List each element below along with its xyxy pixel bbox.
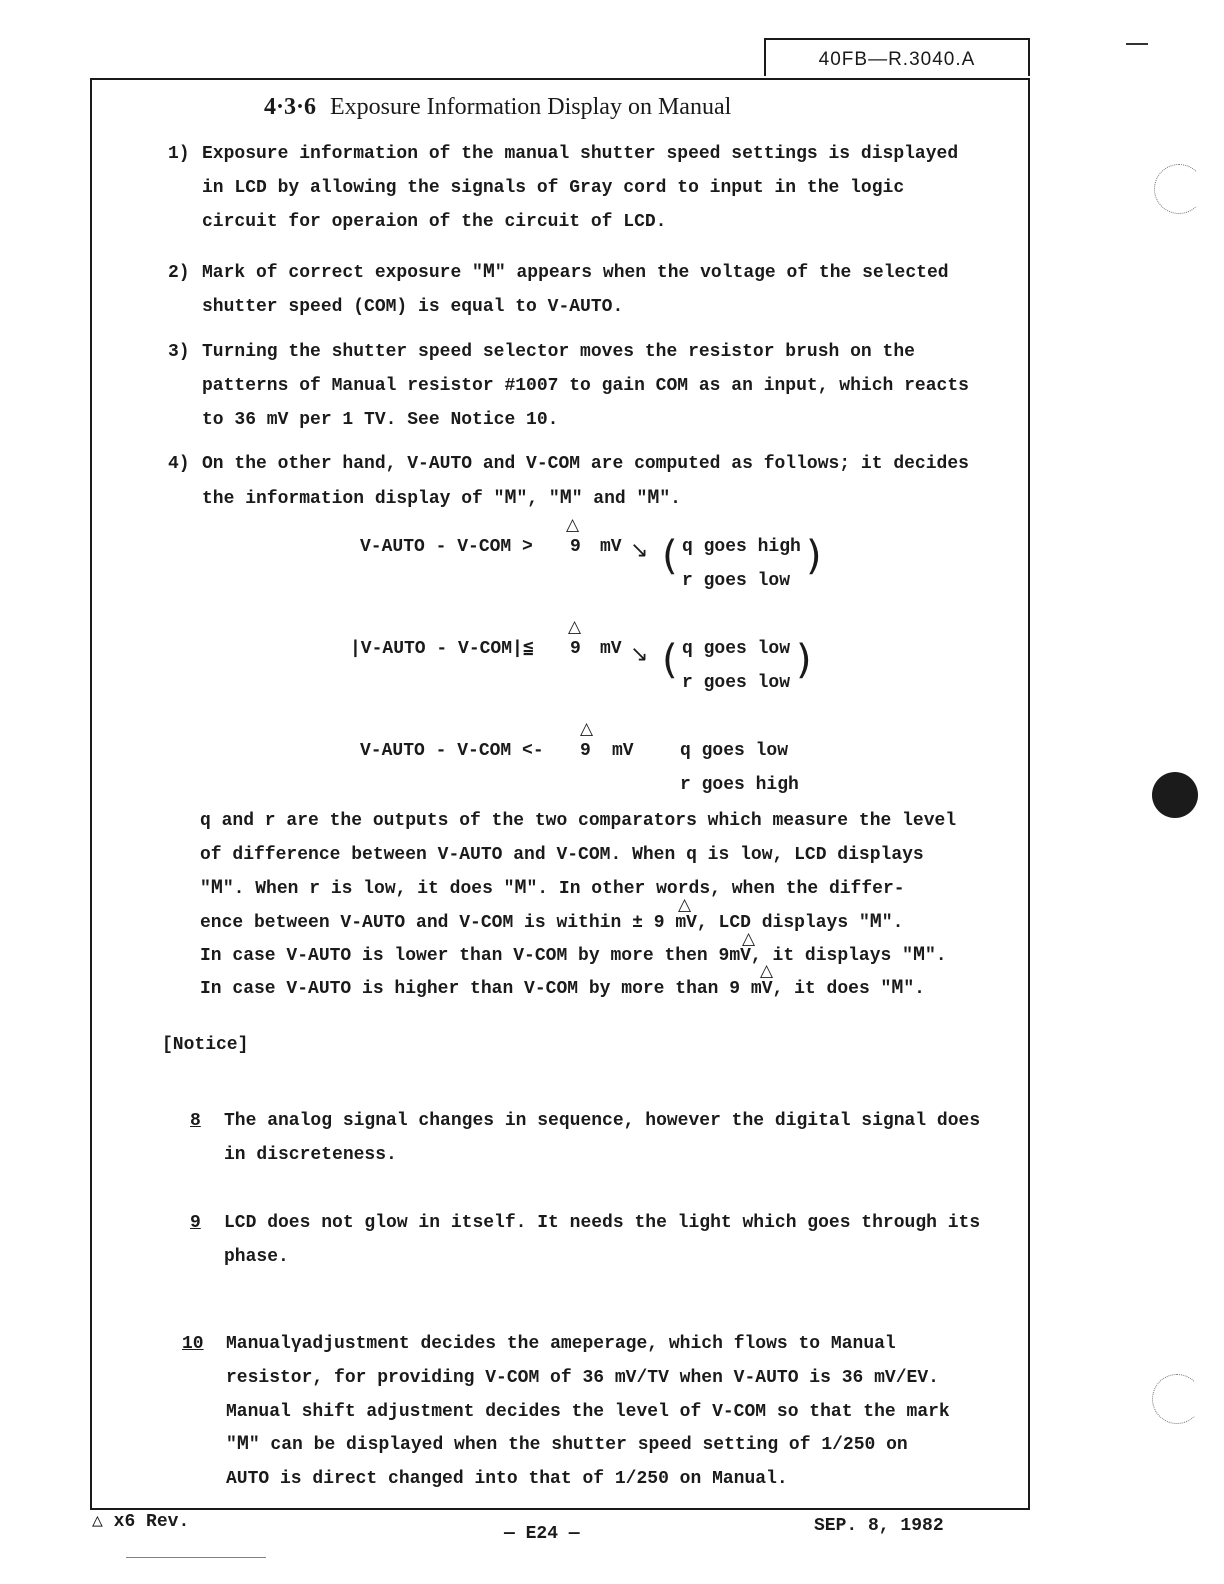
explanation-line-3 — [200, 878, 905, 900]
gamma-symbol: γ — [290, 1334, 302, 1354]
notice-8-line-1: The analog signal changes in sequence, however the digital signal does — [224, 1111, 981, 1131]
notice-10-line-2: resistor, for providing V-COM of 36 mV/TV when V-AUTO is 36 mV/EV. — [226, 1368, 939, 1388]
ink-blot — [1152, 772, 1198, 818]
item-4-text-b: ", " — [516, 489, 560, 509]
revision-triangle-icon: △ — [760, 961, 774, 981]
text: ence between V-AUTO and V-COM is within ± — [200, 913, 643, 933]
text: " — [226, 1435, 237, 1455]
item-4-line-2 — [202, 488, 681, 510]
item-4-line-1: On the other hand, V-AUTO and V-COM are computed as follows; it decides — [202, 454, 969, 474]
notice-8-line-2: in discreteness. — [224, 1145, 397, 1165]
notice-9-line-2: phase. — [224, 1247, 289, 1267]
condition-2-expression: |V-AUTO - V-COM|≦ — [350, 639, 534, 659]
item-3-line-1: Turning the shutter speed selector moves the resistor brush on the — [202, 342, 915, 362]
notice-8-number: 8 — [190, 1111, 201, 1131]
condition-3-unit: mV — [612, 741, 634, 761]
overexposure-mark-icon: M — [514, 877, 527, 900]
condition-3-expression: V-AUTO - V-COM <- — [360, 741, 544, 761]
condition-3-q: q goes low — [680, 741, 789, 761]
section-number: 4·3·6 — [264, 94, 317, 120]
text: ". When r is low, it does " — [222, 879, 515, 899]
notice-10-line-5: AUTO is direct changed into that of 1/250 on Manual. — [226, 1469, 788, 1489]
document-reference-box: 40FB—R.3040.A — [764, 38, 1030, 76]
condition-2-r: r goes low — [682, 673, 791, 693]
notice-10-line-1 — [226, 1333, 896, 1355]
text: mV, it does " — [750, 979, 892, 999]
explanation-line-4 — [200, 912, 903, 934]
revision-triangle-icon: △ — [742, 929, 756, 949]
value: 9 — [653, 913, 665, 933]
page-frame — [90, 78, 1030, 1510]
explanation-line-1: q and r are the outputs of the two comparators which measure the level — [200, 811, 957, 831]
text: mV, it displays " — [729, 946, 913, 966]
correct-exposure-mark-icon: M — [559, 487, 572, 510]
page-number: — E24 — — [504, 1524, 580, 1544]
revision-note — [92, 1510, 189, 1532]
item-2-text-b: " appears when the voltage of the selected — [494, 263, 949, 283]
section-title — [264, 94, 731, 121]
condition-2-q: q goes low — [682, 639, 791, 659]
condition-1-q: q goes high — [682, 537, 801, 557]
item-1-line-3: circuit for operaion of the circuit of LCD. — [202, 212, 667, 232]
notice-9-line-1: LCD does not glow in itself. It needs the light which goes through its — [224, 1213, 981, 1233]
text: In case V-AUTO is higher than V-COM by more than — [200, 979, 719, 999]
text: Manual — [226, 1334, 291, 1354]
item-4-text-d: ". — [659, 489, 681, 509]
document-date: SEP. 8, 1982 — [814, 1516, 944, 1536]
text: mV, LCD displays " — [675, 913, 870, 933]
close-paren: ) — [806, 533, 822, 579]
item-4-text-a: the information display of " — [202, 489, 505, 509]
open-paren: ( — [662, 533, 678, 579]
text: " — [200, 879, 211, 899]
overexposure-mark-icon: M — [647, 487, 660, 510]
item-2-line-2: shutter speed (COM) is equal to V-AUTO. — [202, 297, 624, 317]
margin-mark — [1126, 43, 1148, 45]
revision-triangle-icon: △ — [580, 719, 594, 739]
underexposure-mark-icon: M — [912, 944, 925, 967]
text: ". — [903, 979, 925, 999]
condition-1-unit: mV — [600, 537, 622, 557]
scan-line — [126, 1557, 266, 1558]
notice-10-number: 10 — [182, 1334, 204, 1354]
correct-exposure-mark-icon: M — [869, 911, 882, 934]
item-4-text-c: " and " — [571, 489, 648, 509]
explanation-line-6 — [200, 978, 925, 1000]
value: 9 — [729, 979, 741, 999]
condition-1-r: r goes low — [682, 571, 791, 591]
item-3-number: 3) — [168, 342, 190, 362]
explanation-line-2: of difference between V-AUTO and V-COM. When q is low, LCD displays — [200, 845, 924, 865]
condition-3-value: 9 — [580, 741, 591, 761]
revision-triangle-icon: △ — [92, 1512, 103, 1532]
value: 9 — [718, 946, 730, 966]
correct-exposure-mark-icon: M — [482, 261, 495, 284]
text: ". — [881, 913, 904, 933]
underexposure-mark-icon: M — [210, 877, 223, 900]
section-title-text: Exposure Information Display on Manual — [330, 94, 732, 120]
item-1-line-1: Exposure information of the manual shutter speed settings is displayed — [202, 144, 959, 164]
punch-hole — [1154, 164, 1204, 214]
arrow-icon: ↘ — [630, 538, 649, 563]
notice-10-line-4 — [226, 1434, 908, 1456]
text: ". In other words, when the differ- — [526, 879, 905, 899]
close-paren: ) — [796, 637, 812, 683]
text: " can be displayed when the shutter speed setting of 1/250 on — [248, 1435, 908, 1455]
condition-1-expression: V-AUTO - V-COM > — [360, 537, 533, 557]
item-3-line-2: patterns of Manual resistor #1007 to gain COM as an input, which reacts — [202, 376, 969, 396]
condition-3-r: r goes high — [680, 775, 799, 795]
underexposure-mark-icon: M — [504, 487, 517, 510]
punch-hole — [1152, 1374, 1202, 1424]
item-2-number: 2) — [168, 263, 190, 283]
notice-10-line-3: Manual shift adjustment decides the level of V-COM so that the mark — [226, 1402, 950, 1422]
condition-1-value: 9 — [570, 537, 581, 557]
item-1-line-2: in LCD by allowing the signals of Gray cord to input in the logic — [202, 178, 905, 198]
arrow-icon: ↘ — [630, 642, 649, 667]
item-4-number: 4) — [168, 454, 190, 474]
overexposure-mark-icon: M — [891, 977, 904, 1000]
text: ". — [924, 946, 947, 966]
correct-exposure-mark-icon: M — [236, 1433, 249, 1456]
notice-9-number: 9 — [190, 1213, 201, 1233]
revision-triangle-icon: △ — [568, 617, 582, 637]
text: In case V-AUTO is lower than V-COM by more then — [200, 946, 708, 966]
notice-heading: [Notice] — [162, 1035, 249, 1055]
revision-triangle-icon: △ — [566, 515, 580, 535]
explanation-line-5 — [200, 945, 947, 967]
revision-triangle-icon: △ — [678, 895, 692, 915]
item-3-line-3: to 36 mV per 1 TV. See Notice 10. — [202, 410, 559, 430]
text: adjustment decides the ameperage, which flows to Manual — [301, 1334, 896, 1354]
revision-text: x6 Rev. — [113, 1512, 190, 1532]
open-paren: ( — [662, 637, 678, 683]
item-1-number: 1) — [168, 144, 190, 164]
condition-2-unit: mV — [600, 639, 622, 659]
condition-2-value: 9 — [570, 639, 581, 659]
item-2-text-a: Mark of correct exposure " — [202, 263, 483, 283]
item-2-line-1 — [202, 262, 949, 284]
